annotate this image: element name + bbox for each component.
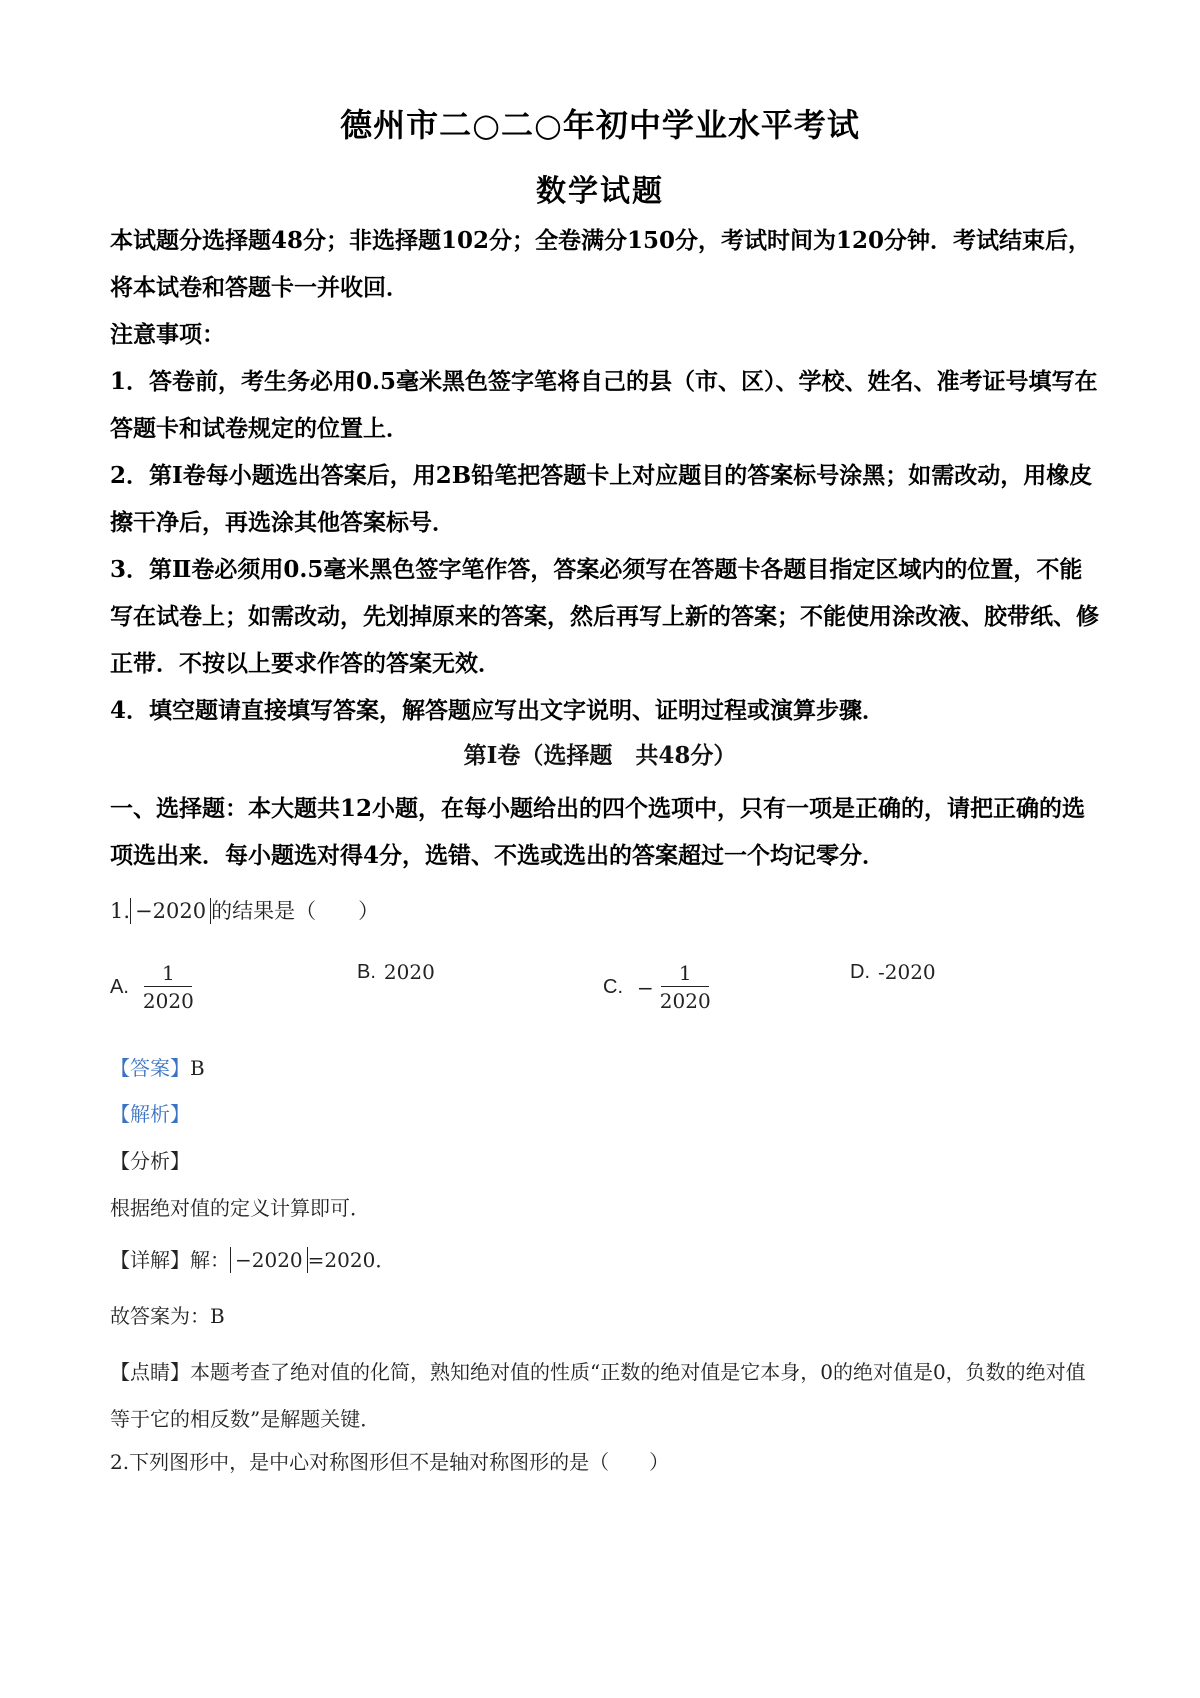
option-d (850, 960, 936, 984)
option-a (110, 960, 194, 1015)
fenxi-text: 根据绝对值的定义计算即可． (110, 1196, 370, 1220)
option-b-value: 2020 (383, 960, 435, 984)
answer-tag: 【答案】 (110, 1056, 190, 1080)
option-b-label: B. (357, 960, 376, 983)
option-c (603, 960, 711, 1015)
notice-item-2: 2．第Ⅰ卷每小题选出答案后，用2B铅笔把答题卡上对应题目的答案标号涂黑；如需改动，用橡皮擦干净后，再选涂其他答案标号． (110, 462, 1093, 536)
section-title: 第Ⅰ卷（选择题 共48分） (463, 742, 737, 769)
option-c-fraction (660, 960, 711, 1015)
notice-item-1: 1．答卷前，考生务必用0.5毫米黑色签字笔将自己的县（市、区）、学校、姓名、准考证号填写在答题卡和试卷规定的位置上． (110, 368, 1098, 442)
option-c-label: C. (603, 976, 623, 998)
detail-result: =2020． (307, 1248, 396, 1272)
answer-line (110, 1052, 205, 1081)
fraction-numerator: 1 (161, 961, 175, 985)
minus-sign: − (637, 975, 654, 1000)
fraction-denominator: 2020 (142, 989, 194, 1013)
detail-line (110, 1244, 395, 1273)
detail-absolute-value: −2020 (230, 1247, 308, 1273)
section-description: 一、选择题：本大题共12小题，在每小题给出的四个选项中，只有一项是正确的，请把正确的选项选出来．每小题选对得4分，选错、不选或选出的答案超过一个均记零分． (110, 795, 1086, 869)
exam-subtitle: 数学试题 (536, 174, 664, 209)
option-a-label: A. (110, 976, 129, 998)
question-suffix: 的结果是（ ） (211, 899, 380, 923)
final-answer: 故答案为：B (110, 1304, 225, 1328)
detail-tag: 【详解】 (110, 1248, 190, 1272)
question-2-stem: 2.下列图形中，是中心对称图形但不是轴对称图形的是（ ） (110, 1450, 670, 1474)
notice-title: 注意事项： (110, 321, 225, 348)
option-d-value: -2020 (878, 960, 936, 984)
question-number: 1. (110, 899, 131, 923)
option-a-fraction (143, 960, 194, 1015)
option-d-label: D. (850, 960, 870, 983)
question-1-stem (110, 895, 379, 925)
fraction-numerator: 1 (678, 961, 692, 985)
exam-title: 德州市二○二○年初中学业水平考试 (340, 106, 860, 144)
option-b (357, 960, 435, 984)
intro-lead: 本试题分选择题48分；非选择题102分；全卷满分150分，考试时间为120分钟．考试结束后，将本试卷和答题卡一并收回． (110, 227, 1092, 301)
analysis-tag: 【解析】 (110, 1102, 190, 1126)
notice-item-4: 4．填空题请直接填写答案，解答题应写出文字说明、证明过程或演算步骤． (110, 697, 886, 724)
fraction-denominator: 2020 (659, 989, 711, 1013)
absolute-value-expression: −2020 (130, 898, 211, 924)
answer-value: B (190, 1056, 205, 1080)
detail-prefix: 解： (190, 1248, 230, 1272)
comment-text: 【点睛】本题考查了绝对值的化简，熟知绝对值的性质“正数的绝对值是它本身，0的绝对值是0，负数的绝对值等于它的相反数”是解题关键． (110, 1360, 1086, 1431)
notice-item-3: 3．第Ⅱ卷必须用0.5毫米黑色签字笔作答，答案必须写在答题卡各题目指定区域内的位置，不能写在试卷上；如需改动，先划掉原来的答案，然后再写上新的答案；不能使用涂改液、胶带纸、修正带．不按以上要求作答的答案无效． (110, 556, 1099, 677)
fenxi-tag: 【分析】 (110, 1149, 190, 1173)
